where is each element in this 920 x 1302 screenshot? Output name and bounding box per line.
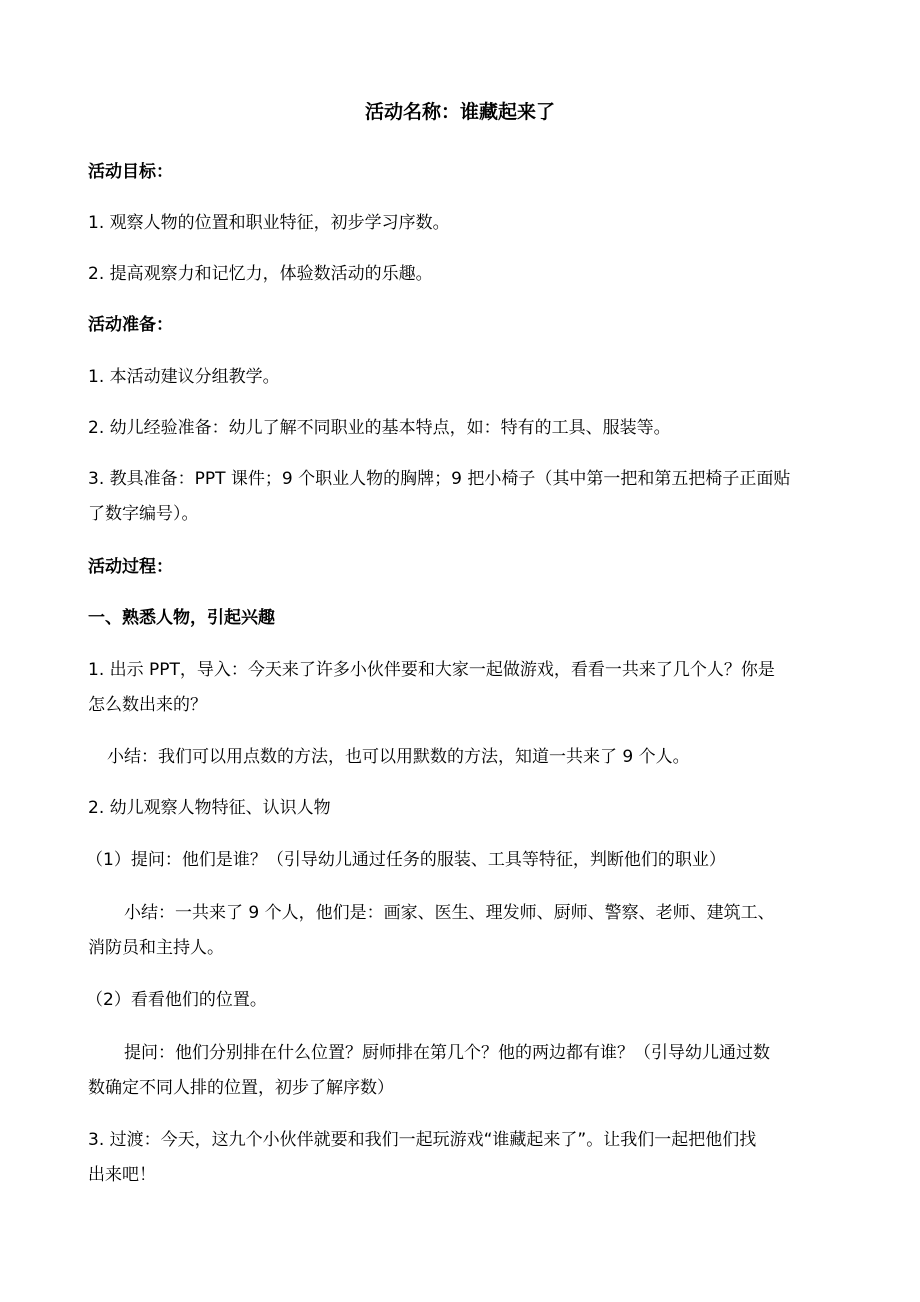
transition-line: 3. 过渡：今天，这九个小伙伴就要和我们一起玩游戏“谁藏起来了”。让我们一起把他们找 xyxy=(88,1130,757,1150)
process-step-2: 2. 幼儿观察人物特征、认识人物 xyxy=(88,798,331,818)
goal-item-1: 1. 观察人物的位置和职业特征，初步学习序数。 xyxy=(88,213,450,233)
activity-title: 活动名称：谁藏起来了 xyxy=(364,101,555,123)
question-2: （2）看看他们的位置。 xyxy=(86,990,267,1010)
goal-item-2: 2. 提高观察力和记忆力，体验数活动的乐趣。 xyxy=(88,264,433,284)
summary-professions-cont: 消防员和主持人。 xyxy=(88,938,224,958)
question-2-detail-cont: 数确定不同人排的位置，初步了解序数） xyxy=(88,1078,394,1098)
preparation-item-3-cont: 了数字编号）。 xyxy=(88,504,199,524)
process-heading: 活动过程： xyxy=(88,557,173,577)
preparation-item-3: 3. 教具准备：PPT 课件；9 个职业人物的胸牌；9 把小椅子（其中第一把和第五把椅子正面贴 xyxy=(88,469,791,489)
preparation-item-1: 1. 本活动建议分组教学。 xyxy=(88,367,280,387)
section1-heading: 一、熟悉人物，引起兴趣 xyxy=(88,608,275,628)
goals-heading: 活动目标： xyxy=(88,162,173,182)
question-2-detail: 提问：他们分别排在什么位置？厨师排在第几个？他的两边都有谁？（引导幼儿通过数 xyxy=(124,1043,770,1063)
transition-line-cont: 出来吧！ xyxy=(88,1165,156,1185)
summary-professions: 小结：一共来了 9 个人，他们是：画家、医生、理发师、厨师、警察、老师、建筑工、 xyxy=(124,903,775,923)
preparation-heading: 活动准备： xyxy=(88,315,173,335)
process-line-2: 怎么数出来的？ xyxy=(88,695,207,715)
process-line-1: 1. 出示 PPT，导入：今天来了许多小伙伴要和大家一起做游戏，看看一共来了几个人？你是 xyxy=(88,660,775,680)
question-1: （1）提问：他们是谁？（引导幼儿通过任务的服装、工具等特征，判断他们的职业） xyxy=(86,850,726,870)
preparation-item-2: 2. 幼儿经验准备：幼儿了解不同职业的基本特点，如：特有的工具、服装等。 xyxy=(88,418,671,438)
summary-count: 小结：我们可以用点数的方法，也可以用默数的方法，知道一共来了 9 个人。 xyxy=(107,747,690,767)
